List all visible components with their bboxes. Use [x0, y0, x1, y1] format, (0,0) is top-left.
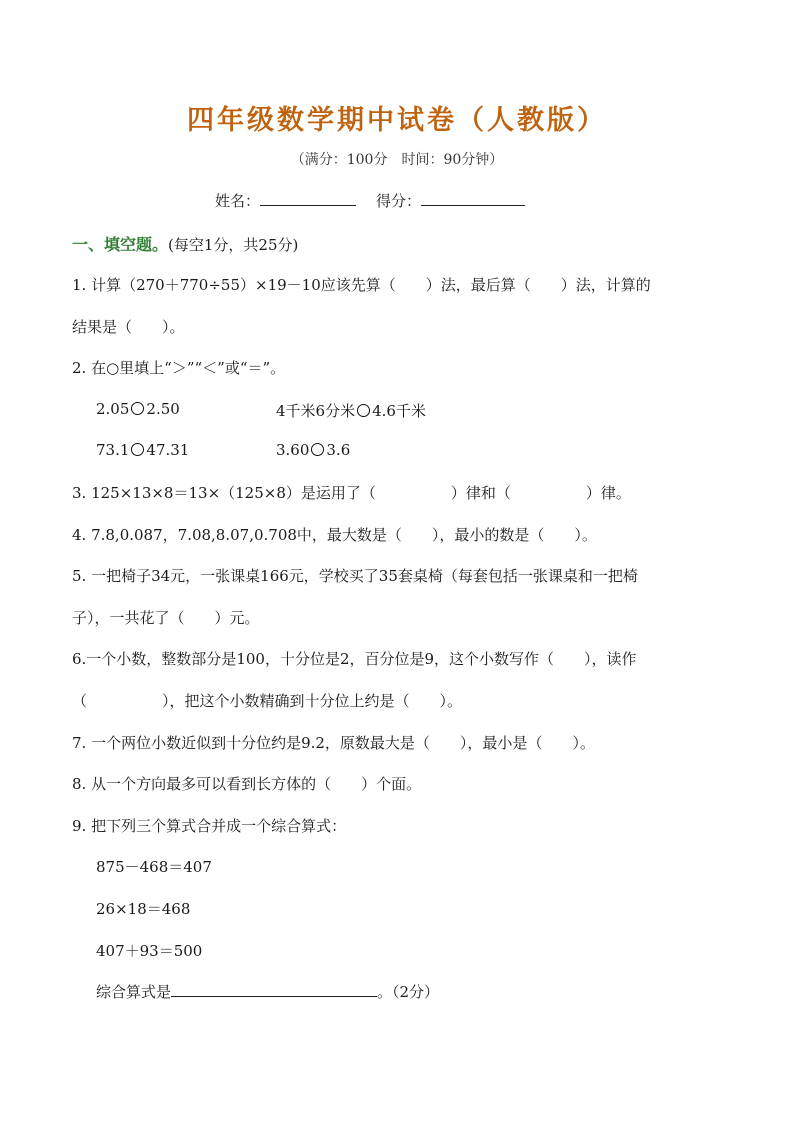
- equation-2: 26×18＝468: [96, 900, 191, 918]
- question-2-line: 2. 在○里填上“＞”“＜”或“＝”。: [72, 359, 286, 377]
- question-4-line: 4. 7.8,0.087，7.08,8.07,0.708中，最大数是（ ），最小的数是（ ）。: [72, 526, 597, 544]
- section-1-header: [72, 232, 298, 255]
- question-7-line: 7. 一个两位小数近似到十分位约是9.2，原数最大是（ ），最小是（ ）。: [72, 734, 595, 752]
- question-6-line-1: 6.一个小数，整数部分是100，十分位是2，百分位是9，这个小数写作（ ），读作: [72, 650, 637, 668]
- question-5-line-1: 5. 一把椅子34元，一张课桌166元，学校买了35套桌椅（每套包括一张课桌和一把椅: [72, 567, 638, 585]
- answer-blank[interactable]: [171, 982, 377, 997]
- answer-label: 综合算式是: [96, 983, 172, 1001]
- question-1-line-2: 结果是（ ）。: [72, 318, 185, 336]
- compare-circle-1[interactable]: [131, 402, 144, 415]
- question-8-line: 8. 从一个方向最多可以看到长方体的（ ）个面。: [72, 775, 422, 793]
- score-blank[interactable]: [421, 191, 525, 206]
- exam-subtitle: （满分：100分 时间：90分钟）: [290, 152, 504, 168]
- page-title: 四年级数学期中试卷（人教版）: [187, 105, 607, 136]
- name-label: 姓名：: [215, 192, 261, 210]
- section-1-note: (每空1分，共25分): [168, 236, 299, 254]
- compare-circle-4[interactable]: [311, 443, 324, 456]
- question-1-line-1: 1. 计算（270＋770÷55）×19－10应该先算（ ）法，最后算（ ）法，计算的: [72, 276, 651, 294]
- score-label: 得分：: [376, 192, 422, 210]
- compare-circle-2[interactable]: [357, 404, 370, 417]
- compare-circle-3[interactable]: [131, 443, 144, 456]
- question-3-line: 3. 125×13×8＝13×（125×8）是运用了（ ）律和（ ）律。: [72, 484, 631, 502]
- answer-suffix: 。（2分）: [377, 983, 440, 1001]
- name-blank[interactable]: [260, 191, 356, 206]
- equation-1: 875－468＝407: [96, 858, 212, 876]
- combined-equation-answer: [96, 981, 439, 1002]
- question-5-line-2: 子），一共花了（ ）元。: [72, 609, 260, 627]
- question-9-line: 9. 把下列三个算式合并成一个综合算式：: [72, 817, 347, 835]
- compare-item-2: 4千米6分米 4.6千米: [276, 402, 426, 420]
- compare-item-4: 3.60 3.6: [276, 441, 351, 459]
- equation-3: 407＋93＝500: [96, 942, 203, 960]
- score-field: [376, 190, 525, 211]
- compare-item-1: 2.05 2.50: [96, 400, 180, 418]
- section-1-label: 一、填空题。: [72, 235, 169, 254]
- compare-item-3: 73.1 47.31: [96, 441, 190, 459]
- name-field: [215, 190, 356, 211]
- question-6-line-2: （ ），把这个小数精确到十分位上约是（ ）。: [72, 692, 463, 710]
